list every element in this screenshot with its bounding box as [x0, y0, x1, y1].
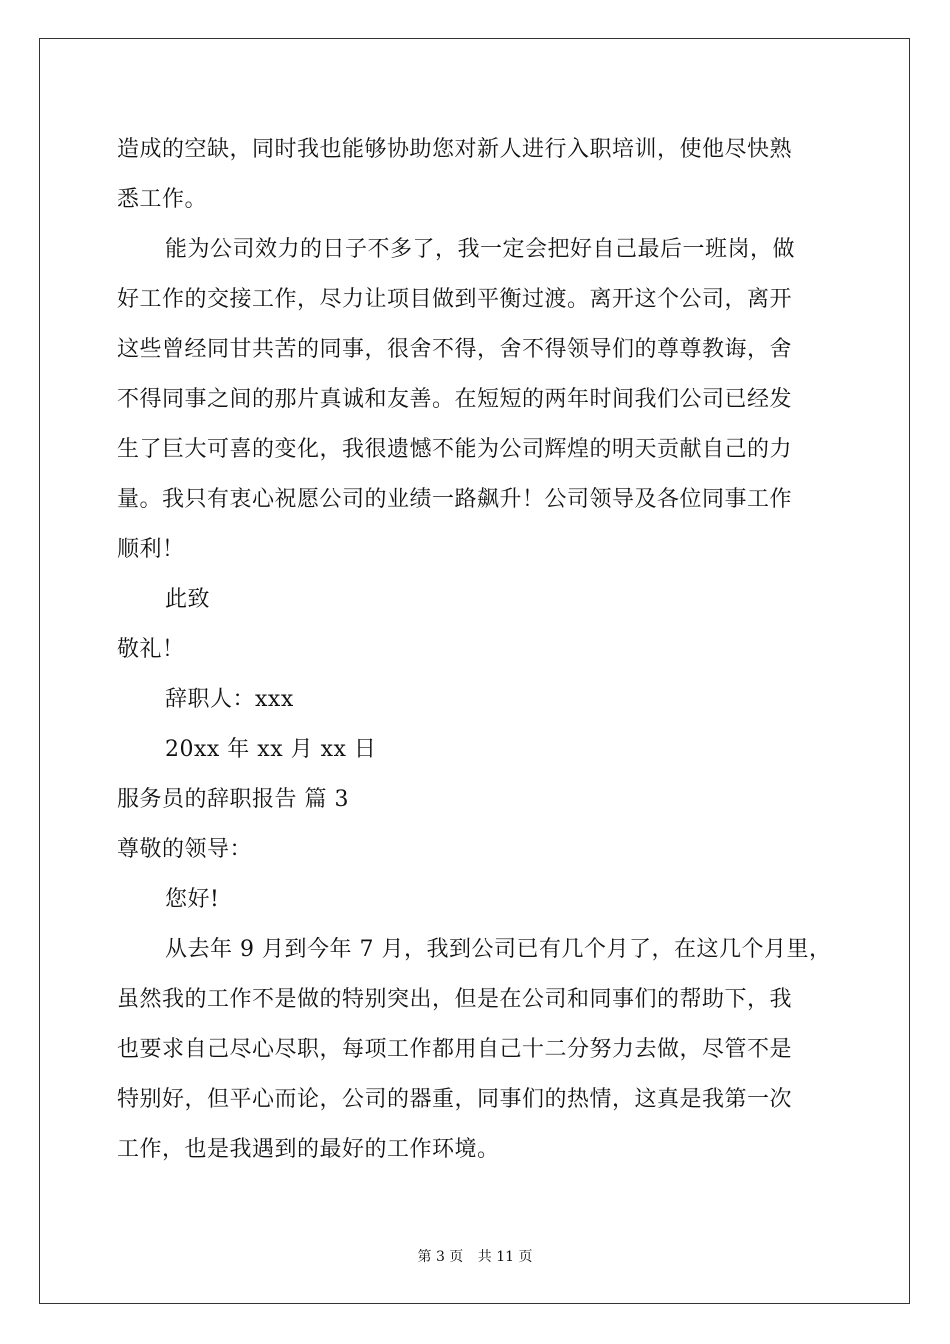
page-number: 第 3 页 — [417, 1249, 464, 1265]
closing-salutation: 此致 — [165, 587, 211, 612]
paragraph-line: 工作，也是我遇到的最好的工作环境。 — [117, 1137, 500, 1162]
paragraph-line: 也要求自己尽心尽职，每项工作都用自己十二分努力去做，尽管不是 — [117, 1037, 793, 1062]
section-heading: 服务员的辞职报告 篇 3 — [117, 787, 349, 812]
paragraph-line: 造成的空缺，同时我也能够协助您对新人进行入职培训，使他尽快熟 — [117, 137, 793, 162]
page-frame — [39, 38, 910, 1304]
closing-regards: 敬礼！ — [117, 637, 185, 662]
paragraph-line: 量。我只有衷心祝愿公司的业绩一路飙升！公司领导及各位同事工作 — [117, 487, 793, 512]
paragraph-line: 好工作的交接工作，尽力让项目做到平衡过渡。离开这个公司，离开 — [117, 287, 793, 312]
paragraph-line: 悉工作。 — [117, 187, 208, 212]
paragraph-line: 从去年 9 月到今年 7 月，我到公司已有几个月了，在这几个月里， — [165, 937, 832, 962]
page-footer — [0, 1248, 950, 1266]
paragraph-line: 虽然我的工作不是做的特别突出，但是在公司和同事们的帮助下，我 — [117, 987, 793, 1012]
page-total: 共 11 页 — [477, 1249, 533, 1265]
greeting: 您好! — [165, 887, 220, 912]
paragraph-line: 不得同事之间的那片真诚和友善。在短短的两年时间我们公司已经发 — [117, 387, 793, 412]
signature-date: 20xx 年 xx 月 xx 日 — [165, 737, 377, 762]
letter-salutation: 尊敬的领导： — [117, 837, 253, 862]
paragraph-line: 特别好，但平心而论，公司的器重，同事们的热情，这真是我第一次 — [117, 1087, 793, 1112]
signature-name: 辞职人：xxx — [165, 687, 294, 712]
paragraph-line: 这些曾经同甘共苦的同事，很舍不得，舍不得领导们的尊尊教诲，舍 — [117, 337, 793, 362]
paragraph-line: 生了巨大可喜的变化，我很遗憾不能为公司辉煌的明天贡献自己的力 — [117, 437, 793, 462]
paragraph-line: 顺利！ — [117, 537, 185, 562]
paragraph-line: 能为公司效力的日子不多了，我一定会把好自己最后一班岗，做 — [165, 237, 796, 262]
